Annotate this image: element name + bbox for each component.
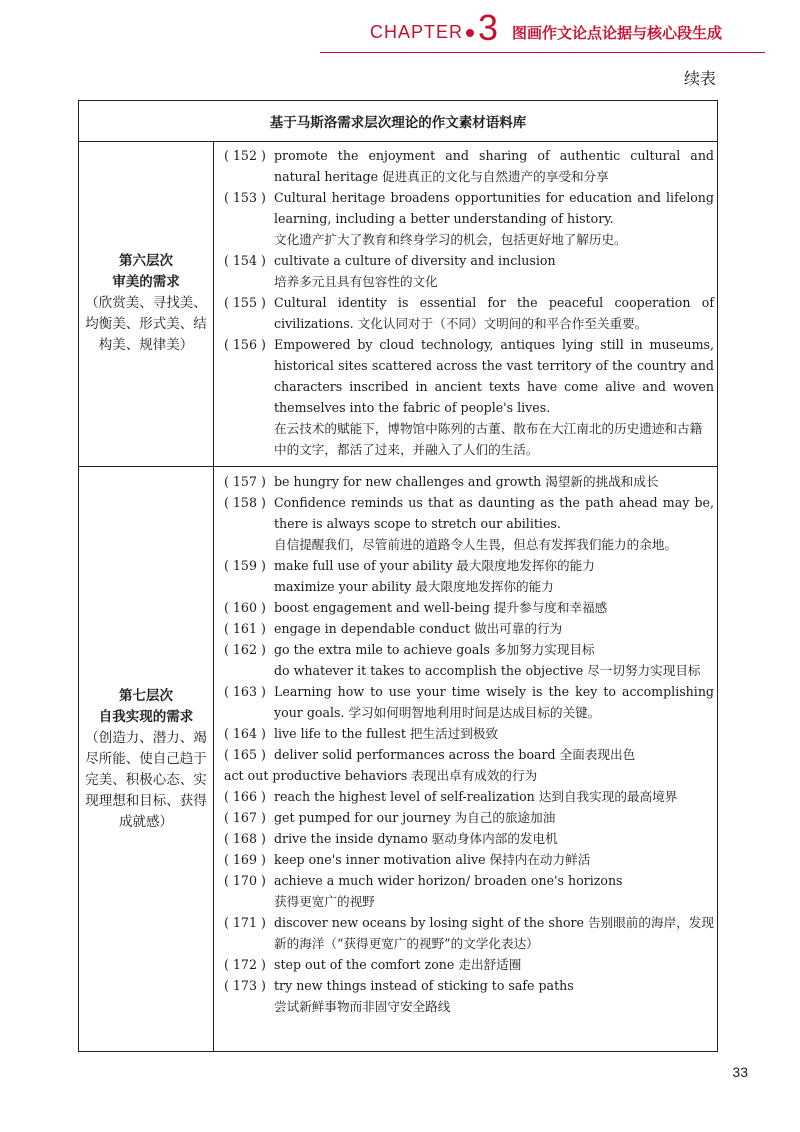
entry-number: ( 155 ): [224, 295, 266, 310]
entry-translation: 文化遗产扩大了教育和终身学习的机会，包括更好地了解历史。: [274, 232, 627, 247]
table-row-level7: [79, 467, 717, 1052]
entry-161: [224, 618, 714, 639]
entry-number: ( 162 ): [224, 642, 266, 657]
entry-number: ( 171 ): [224, 915, 266, 930]
entry-text: engage in dependable conduct 做出可靠的行为: [274, 621, 563, 636]
entry-168: [224, 828, 714, 849]
entry-number: ( 169 ): [224, 852, 266, 867]
level7-cell: [79, 467, 214, 1052]
entry-number: ( 164 ): [224, 726, 266, 741]
entry-170: [224, 870, 714, 891]
entry-number: ( 165 ): [224, 747, 266, 762]
table-title: 基于马斯洛需求层次理论的作文素材语料库: [79, 101, 717, 142]
entry-variant: do whatever it takes to accomplish the objective 尽一切努力实现目标: [274, 663, 701, 678]
level7-need: 自我实现的需求: [98, 709, 194, 725]
entry-text: boost engagement and well-being 提升参与度和幸福感: [274, 600, 608, 615]
entry-translation: 在云技术的赋能下，博物馆中陈列的古董、散布在大江南北的历史遗迹和古籍中的文字，都活了过来，并融入了人们的生活。: [274, 421, 703, 457]
entry-variant: act out productive behaviors 表现出卓有成效的行为: [224, 768, 538, 783]
level6-cell: [79, 141, 214, 466]
entry-number: ( 167 ): [224, 810, 266, 825]
entry-164: [224, 723, 714, 744]
entry-number: ( 160 ): [224, 600, 266, 615]
chapter-dot: [466, 29, 474, 37]
entry-text: be hungry for new challenges and growth 渴望新的挑战和成长: [274, 474, 659, 489]
entry-text: deliver solid performances across the board 全面表现出色: [274, 747, 636, 762]
entry-text: step out of the comfort zone 走出舒适圈: [274, 957, 522, 972]
level6-need: 审美的需求: [112, 274, 180, 290]
entry-167: [224, 807, 714, 828]
entry-number: ( 168 ): [224, 831, 266, 846]
entry-156: [224, 334, 714, 418]
entry-number: ( 158 ): [224, 495, 266, 510]
entry-number: ( 166 ): [224, 789, 266, 804]
level7-desc: （创造力、潜力、竭尽所能、使自己趋于完美、积极心态、实现理想和目标、获得成就感）: [85, 730, 207, 830]
entry-text: cultivate a culture of diversity and inclusion: [274, 253, 556, 268]
entry-text: discover new oceans by losing sight of the shore 告别眼前的海岸，发现新的海洋（“获得更宽广的视野”的文学化表达）: [274, 915, 714, 951]
entry-number: ( 157 ): [224, 474, 266, 489]
entry-number: ( 154 ): [224, 253, 266, 268]
entry-text: reach the highest level of self-realization 达到自我实现的最高境界: [274, 789, 678, 804]
entry-number: ( 156 ): [224, 337, 266, 352]
entry-166: [224, 786, 714, 807]
entry-163: [224, 681, 714, 723]
entry-169: [224, 849, 714, 870]
entry-text: live life to the fullest 把生活过到极致: [274, 726, 499, 741]
entry-text: Confidence reminds us that as daunting as the path ahead may be, there is always scope to stretch our abilities.: [274, 495, 714, 531]
entry-text: keep one's inner motivation alive 保持内在动力鲜活: [274, 852, 591, 867]
level6-title: 第六层次: [119, 253, 173, 269]
entry-number: ( 153 ): [224, 190, 266, 205]
chapter-number: 3: [478, 7, 499, 48]
table-row-level6: [79, 141, 717, 467]
entry-text: promote the enjoyment and sharing of authentic cultural and natural heritage 促进真正的文化与自然遗产的享受和分享: [274, 148, 714, 184]
entry-number: ( 152 ): [224, 148, 266, 163]
entry-165: [224, 744, 714, 765]
entry-text: drive the inside dynamo 驱动身体内部的发电机: [274, 831, 558, 846]
header-rule: [320, 52, 765, 53]
level6-desc: （欣赏美、寻找美、均衡美、形式美、结构美、规律美）: [85, 295, 207, 353]
entry-152: [224, 145, 714, 187]
corpus-table: [78, 100, 718, 1052]
entry-variant: maximize your ability 最大限度地发挥你的能力: [274, 579, 554, 594]
entry-153: [224, 187, 714, 229]
entry-text: Cultural identity is essential for the peaceful cooperation of civilizations. 文化认同对于（不同）文明间的和平合作至关重要。: [274, 295, 714, 331]
entry-number: ( 173 ): [224, 978, 266, 993]
entry-text: Learning how to use your time wisely is the key to accomplishing your goals. 学习如何明智地利用时间是达成目标的关键。: [274, 684, 714, 720]
entry-translation: 尝试新鲜事物而非固守安全路线: [274, 999, 451, 1014]
entry-173: [224, 975, 714, 996]
entry-translation: 培养多元且具有包容性的文化: [274, 274, 438, 289]
entry-text: get pumped for our journey 为自己的旅途加油: [274, 810, 556, 825]
chapter-label: CHAPTER: [370, 22, 464, 42]
entry-159: [224, 555, 714, 576]
level7-entries: [224, 471, 714, 1017]
entry-172: [224, 954, 714, 975]
entry-160: [224, 597, 714, 618]
entry-number: ( 170 ): [224, 873, 266, 888]
entry-text: Cultural heritage broadens opportunities for education and lifelong learning, including a better understanding of history.: [274, 190, 714, 226]
entry-number: ( 159 ): [224, 558, 266, 573]
entry-translation: 获得更宽广的视野: [274, 894, 375, 909]
level7-title: 第七层次: [119, 688, 173, 704]
entry-number: ( 163 ): [224, 684, 266, 699]
entry-158: [224, 492, 714, 534]
level6-entries: [224, 145, 714, 460]
entry-text: achieve a much wider horizon/ broaden one's horizons: [274, 873, 623, 888]
entry-text: try new things instead of sticking to safe paths: [274, 978, 574, 993]
continued-label: 续表: [683, 69, 716, 88]
entry-157: [224, 471, 714, 492]
entry-translation: 自信提醒我们，尽管前进的道路令人生畏，但总有发挥我们能力的余地。: [274, 537, 677, 552]
entry-number: ( 172 ): [224, 957, 266, 972]
entry-162: [224, 639, 714, 660]
entry-171: [224, 912, 714, 954]
entry-text: Empowered by cloud technology, antiques lying still in museums, historical sites scattered across the vast territory of the country and characters inscribed in ancient texts have come alive and woven themselves into the fabric of people's lives.: [274, 337, 714, 415]
entry-number: ( 161 ): [224, 621, 266, 636]
entry-155: [224, 292, 714, 334]
entry-154: [224, 250, 714, 271]
entry-text: go the extra mile to achieve goals 多加努力实现目标: [274, 642, 595, 657]
chapter-title: 图画作文论点论据与核心段生成: [512, 24, 723, 42]
entry-text: make full use of your ability 最大限度地发挥你的能力: [274, 558, 595, 573]
page-number: 33: [732, 1064, 748, 1080]
